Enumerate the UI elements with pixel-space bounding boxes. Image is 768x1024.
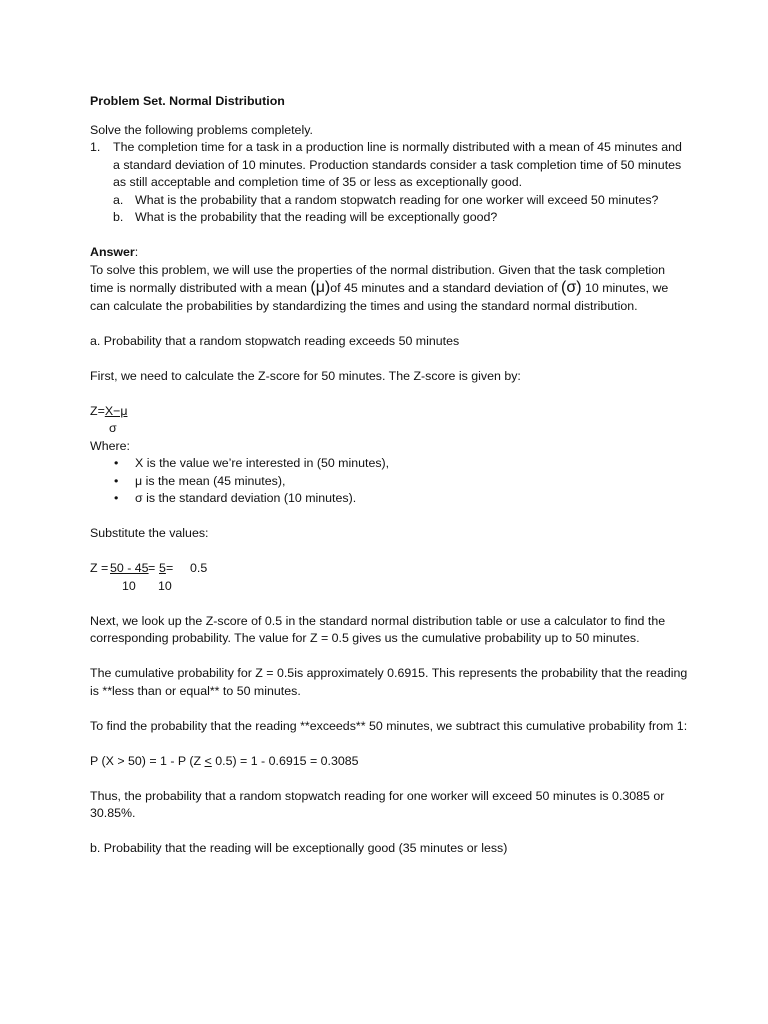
- problem-list: [90, 139, 690, 227]
- calc-result: 0.5: [190, 561, 208, 575]
- answer-text-3: 10 minutes, we can calculate the probabilities by standardizing the times and using the standard normal distribution.: [90, 281, 669, 313]
- conclusion-paragraph: Thus, the probability that a random stopwatch reading for one worker will exceed 50 minutes is 0.3085 or 30.85%.: [90, 788, 665, 820]
- prob-eq-part-2: 0.5) = 1 - 0.6915 = 0.3085: [211, 753, 359, 768]
- lookup-paragraph: Next, we look up the Z-score of 0.5 in the standard normal distribution table or use a calculator to find the corresponding probability. The value for Z = 0.5 gives us the cumulative probability up to 50 minutes.: [90, 613, 666, 645]
- mu-symbol: (μ): [310, 279, 331, 296]
- intro-text: Solve the following problems completely.: [90, 122, 313, 137]
- exceeds-paragraph: To find the probability that the reading **exceeds** 50 minutes, we subtract this cumulative probability from 1:: [90, 718, 688, 733]
- answer-text-2: of 45 minutes and a standard deviation of: [330, 281, 562, 295]
- calc-equals-2: =: [166, 561, 174, 575]
- document-title: Problem Set. Normal Distribution: [90, 94, 285, 108]
- where-label: Where:: [90, 438, 130, 453]
- sub-question-marker: a.: [113, 192, 124, 207]
- answer-paragraph: [90, 262, 690, 316]
- formula-denominator: σ: [109, 421, 117, 435]
- calc-lhs: Z =: [90, 561, 112, 575]
- bullet-glyph: •: [114, 473, 119, 488]
- sub-question-text: What is the probability that the reading will be exceptionally good?: [135, 210, 498, 224]
- answer-text-1: To solve this problem, we will use the properties of the normal distribution. Given that the task completion time is normally distributed with a mean: [90, 262, 666, 295]
- z-calculation: [90, 560, 690, 595]
- bullet-item: [90, 490, 690, 508]
- sub-question-b: [90, 209, 690, 227]
- bullet-text: μ is the mean (45 minutes),: [135, 473, 286, 488]
- calc-numerator-2: 5: [159, 561, 166, 575]
- answer-label: Answer: [90, 245, 135, 259]
- calc-denominator-2: 10: [158, 578, 172, 593]
- document-content: [90, 93, 690, 858]
- part-b-heading: b. Probability that the reading will be exceptionally good (35 minutes or less): [90, 841, 508, 855]
- calc-numerator-1: 50 - 45: [110, 561, 149, 575]
- bullet-text: σ is the standard deviation (10 minutes).: [135, 491, 357, 505]
- bullet-item: [90, 473, 690, 491]
- problem-number: 1.: [90, 140, 101, 154]
- calc-equals-1: =: [148, 561, 159, 575]
- answer-heading: [90, 244, 690, 262]
- answer-colon: :: [134, 245, 139, 259]
- less-equal-symbol: <: [204, 753, 212, 768]
- sub-question-marker: b.: [113, 210, 124, 224]
- prob-eq-part-1: P (X > 50) = 1 - P (Z: [90, 753, 205, 768]
- probability-equation: [90, 753, 690, 771]
- calc-denominator-1: 10: [122, 578, 136, 593]
- bullet-text: X is the value we’re interested in (50 minutes),: [135, 456, 390, 470]
- sub-question-text: What is the probability that a random stopwatch reading for one worker will exceed 50 minutes?: [135, 192, 659, 207]
- problem-item: [90, 139, 690, 192]
- problem-text: The completion time for a task in a production line is normally distributed with a mean of 45 minutes and a standard deviation of 10 minutes. Production standards consider a task completion time of 50 minutes as still acceptable and completion time of 35 or less as exceptionally good.: [113, 140, 682, 189]
- formula-numerator: X−μ: [104, 403, 128, 418]
- zscore-intro: First, we need to calculate the Z-score for 50 minutes. The Z-score is given by:: [90, 368, 521, 383]
- cumulative-paragraph: The cumulative probability for Z = 0.5is approximately 0.6915. This represents the probability that the reading is **less than or equal** to 50 minutes.: [90, 666, 688, 698]
- sub-question-a: [90, 192, 690, 210]
- sigma-symbol: (σ): [561, 279, 582, 296]
- bullet-item: [90, 455, 690, 473]
- formula-lhs: Z=: [90, 403, 105, 418]
- zscore-formula: [90, 403, 690, 421]
- substitute-label: Substitute the values:: [90, 526, 209, 540]
- bullet-glyph: •: [114, 491, 119, 505]
- part-a-heading: a. Probability that a random stopwatch reading exceeds 50 minutes: [90, 333, 460, 348]
- bullet-glyph: •: [114, 456, 119, 470]
